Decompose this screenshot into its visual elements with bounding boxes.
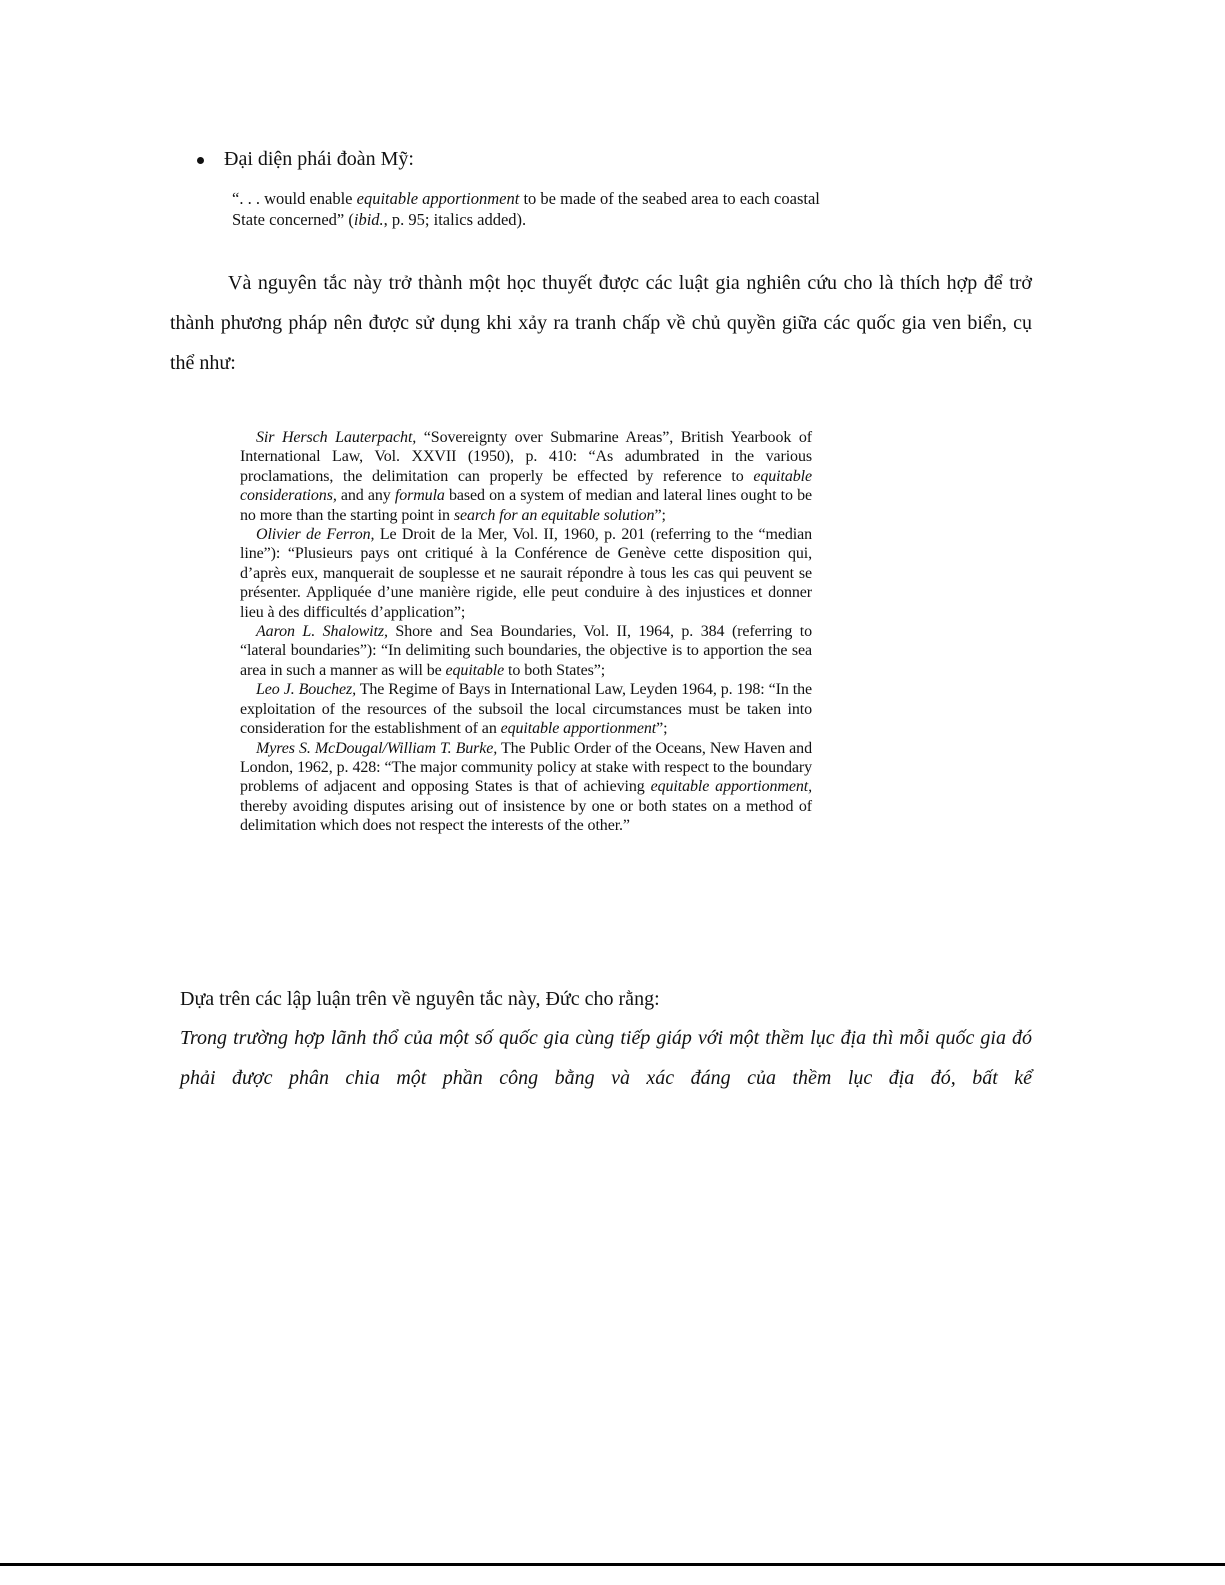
- us-delegation-quote: [232, 188, 822, 230]
- citation-text: Shore and Sea Boundaries, Vol. II, 1964, p. 384 (referring to “lateral boundaries”): “In delimiting such boundaries, the objective is to apportion the sea area in such a manner as will be: [240, 623, 812, 679]
- body-paragraph: [170, 263, 1032, 383]
- citation-lauterpacht: [240, 428, 812, 525]
- bullet-label: Đại diện phái đoàn Mỹ:: [224, 148, 414, 170]
- citation-author: Olivier de Ferron,: [256, 526, 375, 544]
- citation-bouchez: [240, 680, 812, 738]
- citation-emphasis: formula: [394, 487, 445, 505]
- citation-author: Sir Hersch Lauterpacht,: [256, 429, 417, 446]
- closing-section: [180, 984, 1032, 1098]
- paragraph-text: Và nguyên tắc này trở thành một học thuyết được các luật gia nghiên cứu cho là thích hợp để trở thành phương pháp nên được sử dụng khi xảy ra tranh chấp về chủ quyền giữa các quốc gia ven biển, cụ thể như:: [170, 272, 1032, 374]
- citation-author: Myres S. McDougal/William T. Burke,: [256, 739, 498, 757]
- doctrine-citations: [240, 428, 812, 836]
- citation-emphasis: equitable: [445, 661, 505, 679]
- bullet-item: [197, 148, 414, 171]
- citation-text: “Sovereignty over Submarine Areas”, British Yearbook of International Law, Vol. XXVII (1950), p. 410: “As adumbrated in the various proclamations, the delimitation can properly be effected by reference to: [240, 429, 812, 485]
- citation-text: Le Droit de la Mer, Vol. II, 1960, p. 201 (referring to the “median line”): “Plusieurs pays ont critiqué à la Conférence de Genève cette disposition qui, d’après eux, manquerait de souplesse et ne saurait répondre à tous les cas qui peuvent se présenter. Appliquée d’une manière rigide, elle peut conduire à des injustices et donner lieu à des difficultés d’application”;: [240, 526, 813, 621]
- citation-author: Leo J. Bouchez,: [256, 681, 357, 699]
- quote-text: “. . . would enable: [232, 189, 357, 208]
- closing-italic-text: Trong trường hợp lãnh thổ của một số quốc gia cùng tiếp giáp với một thềm lục địa thì mỗi quốc gia đó phải được phân chia một phần công bằng và xác đáng của thềm lục địa đó, bất kể: [180, 1027, 1032, 1089]
- citation-text: to both States”;: [504, 661, 606, 679]
- citation-text: The Public Order of the Oceans, New Haven and London, 1962, p. 428: “The major community policy at stake with respect to the boundary problems of adjacent and opposing States is that of achieving: [240, 739, 812, 796]
- citation-text: The Regime of Bays in International Law, Leyden 1964, p. 198: “In the exploitation of the resources of the subsoil the local circumstances must be taken into consideration for the establishment of an: [240, 681, 812, 738]
- citation-shalowitz: [240, 622, 812, 680]
- citation-text: ”;: [654, 506, 666, 524]
- citation-text: and any: [336, 487, 395, 505]
- citation-text: thereby avoiding disputes arising out of insistence by one or both states on a method of delimitation which does not respect the interests of the other.”: [240, 797, 812, 835]
- citation-text: based on a system of median and lateral lines ought to be no more than the starting point in: [240, 487, 812, 524]
- quote-emphasis: ibid.: [353, 210, 384, 229]
- citation-emphasis: equitable apportionment: [500, 720, 657, 738]
- quote-emphasis: equitable apportionment: [356, 189, 520, 208]
- citation-emphasis: equitable apportionment,: [650, 778, 812, 796]
- citation-mcdougal-burke: [240, 739, 812, 836]
- page-bottom-rule: [0, 1563, 1225, 1566]
- quote-text: to be made of the seabed area to each coastal State concerned” (: [232, 189, 820, 229]
- citation-de-ferron: [240, 525, 812, 622]
- citation-emphasis: search for an equitable solution: [453, 506, 655, 524]
- closing-lead: Dựa trên các lập luận trên về nguyên tắc này, Đức cho rằng:: [180, 988, 660, 1010]
- citation-text: ”;: [656, 720, 668, 738]
- bullet-icon: [197, 157, 204, 164]
- citation-emphasis: equitable considerations,: [240, 467, 812, 505]
- citation-author: Aaron L. Shalowitz,: [256, 623, 388, 641]
- quote-text: , p. 95; italics added).: [383, 210, 527, 229]
